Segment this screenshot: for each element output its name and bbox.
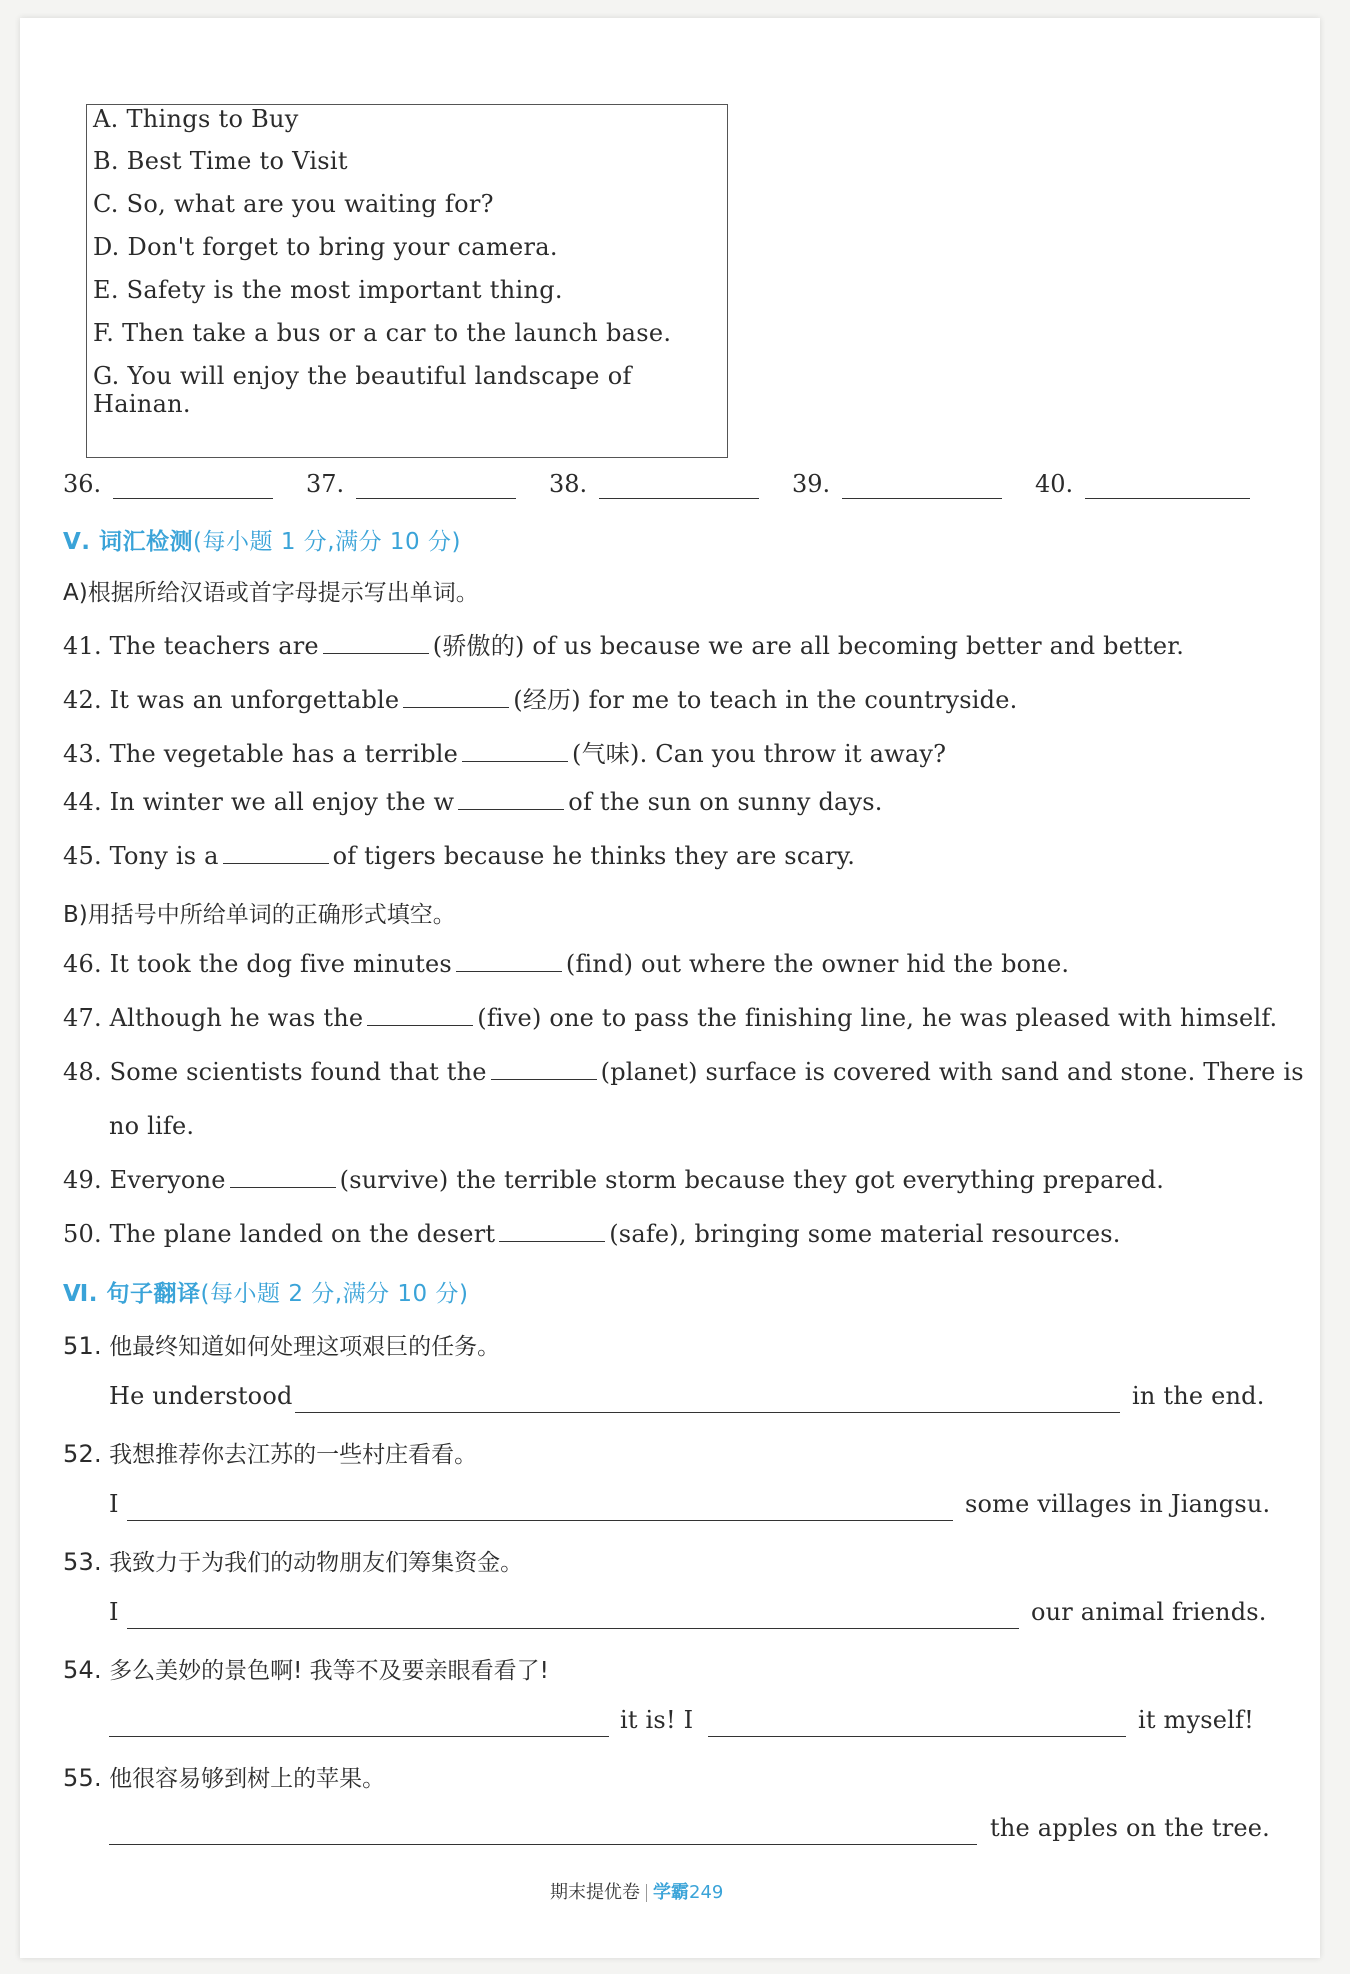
question-text: (气味). Can you throw it away? — [572, 740, 947, 768]
translation-blank-55[interactable] — [109, 1844, 977, 1845]
answer-end: in the end. — [1132, 1382, 1265, 1410]
question-text: of the sun on sunny days. — [568, 788, 883, 816]
question-48-continuation: no life. — [109, 1112, 195, 1140]
option-f: F. Then take a bus or a car to the launch base. — [93, 319, 672, 347]
translation-blank-52[interactable] — [127, 1520, 953, 1521]
question-number: 43. — [63, 740, 102, 768]
translation-blank-53[interactable] — [127, 1628, 1019, 1629]
question-53-prompt — [63, 1544, 523, 1577]
chinese-sentence: 他最终知道如何处理这项艰巨的任务。 — [109, 1334, 501, 1360]
question-number: 49. — [63, 1166, 102, 1194]
question-text: (find) out where the owner hid the bone. — [565, 950, 1070, 978]
option-e: E. Safety is the most important thing. — [93, 276, 563, 304]
answer-blank-40[interactable] — [1085, 498, 1250, 499]
question-number: 42. — [63, 686, 102, 714]
fill-blank-44[interactable] — [458, 789, 564, 810]
question-54-prompt — [63, 1652, 549, 1685]
fill-blank-48[interactable] — [491, 1059, 597, 1080]
question-number: 44. — [63, 788, 102, 816]
option-b: B. Best Time to Visit — [93, 147, 348, 175]
question-51-prompt — [63, 1328, 500, 1361]
part-a-instruction: A)根据所给汉语或首字母提示写出单词。 — [63, 580, 479, 606]
question-text: The plane landed on the desert — [109, 1220, 496, 1248]
question-text: Some scientists found that the — [109, 1058, 487, 1086]
answer-start: I — [109, 1490, 119, 1518]
question-text: of tigers because he thinks they are scary. — [332, 842, 856, 870]
answer-blank-36[interactable] — [113, 498, 273, 499]
question-text: (planet) surface is covered with sand and stone. There is — [600, 1058, 1304, 1086]
question-text: It was an unforgettable — [109, 686, 400, 714]
part-b-instruction: B)用括号中所给单词的正确形式填空。 — [63, 902, 456, 928]
question-text: (safe), bringing some material resources. — [609, 1220, 1121, 1248]
section-5-points: (每小题 1 分,满分 10 分) — [193, 529, 461, 555]
fill-blank-47[interactable] — [367, 1005, 473, 1026]
question-text: (survive) the terrible storm because they got everything prepared. — [339, 1166, 1165, 1194]
question-49 — [63, 1166, 1164, 1194]
question-text: The vegetable has a terrible — [109, 740, 459, 768]
fill-blank-45[interactable] — [223, 843, 329, 864]
question-text: It took the dog five minutes — [109, 950, 452, 978]
question-55-prompt — [63, 1760, 385, 1793]
question-text: In winter we all enjoy the w — [109, 788, 455, 816]
question-48 — [63, 1058, 1304, 1086]
question-number: 45. — [63, 842, 102, 870]
fill-blank-41[interactable] — [323, 633, 429, 654]
question-text: (经历) for me to teach in the countryside. — [513, 686, 1018, 714]
question-45 — [63, 842, 855, 870]
question-44 — [63, 788, 883, 816]
question-text: The teachers are — [109, 632, 319, 660]
chinese-sentence: 我想推荐你去江苏的一些村庄看看。 — [109, 1442, 478, 1468]
question-42 — [63, 680, 1017, 715]
question-number: 52. — [63, 1440, 102, 1468]
question-41 — [63, 626, 1184, 661]
answer-number-36: 36. — [63, 470, 102, 498]
answer-start: I — [109, 1598, 119, 1626]
option-a: A. Things to Buy — [93, 105, 299, 133]
question-number: 48. — [63, 1058, 102, 1086]
footer-label: 期末提优卷 — [550, 1882, 640, 1903]
answer-number-40: 40. — [1035, 470, 1074, 498]
question-number: 41. — [63, 632, 102, 660]
page-number: 249 — [689, 1882, 724, 1903]
fill-blank-50[interactable] — [499, 1221, 605, 1242]
question-number: 54. — [63, 1656, 102, 1684]
answer-end: it myself! — [1138, 1706, 1254, 1734]
translation-blank-54b[interactable] — [708, 1736, 1126, 1737]
question-52-prompt — [63, 1436, 477, 1469]
answer-end: our animal friends. — [1031, 1598, 1267, 1626]
translation-blank-51[interactable] — [295, 1412, 1120, 1413]
question-number: 50. — [63, 1220, 102, 1248]
chinese-sentence: 他很容易够到树上的苹果。 — [109, 1766, 386, 1792]
question-number: 51. — [63, 1332, 102, 1360]
exam-page — [20, 18, 1320, 1958]
section-5-heading — [63, 523, 461, 556]
answer-end: some villages in Jiangsu. — [965, 1490, 1271, 1518]
question-number: 47. — [63, 1004, 102, 1032]
fill-blank-49[interactable] — [230, 1167, 336, 1188]
page-footer — [550, 1878, 723, 1904]
section-5-title: Ⅴ. 词汇检测 — [63, 529, 194, 555]
options-box — [86, 104, 728, 458]
question-46 — [63, 950, 1069, 978]
answer-blank-37[interactable] — [356, 498, 516, 499]
answer-end: the apples on the tree. — [990, 1814, 1271, 1842]
question-43 — [63, 734, 946, 769]
option-g: G. You will enjoy the beautiful landscape of Hainan. — [93, 362, 632, 418]
question-47 — [63, 1004, 1277, 1032]
question-text: (骄傲的) of us because we are all becoming better and better. — [432, 632, 1185, 660]
answer-number-38: 38. — [549, 470, 588, 498]
answer-middle: it is! I — [620, 1706, 694, 1734]
answer-number-37: 37. — [306, 470, 345, 498]
chinese-sentence: 多么美妙的景色啊! 我等不及要亲眼看看了! — [109, 1658, 549, 1684]
question-50 — [63, 1220, 1121, 1248]
question-number: 53. — [63, 1548, 102, 1576]
option-c: C. So, what are you waiting for? — [93, 190, 494, 218]
fill-blank-42[interactable] — [403, 687, 509, 708]
question-number: 55. — [63, 1764, 102, 1792]
section-6-title: Ⅵ. 句子翻译 — [63, 1281, 201, 1307]
question-text: Although he was the — [109, 1004, 364, 1032]
question-number: 46. — [63, 950, 102, 978]
answer-number-39: 39. — [792, 470, 831, 498]
question-text: Tony is a — [109, 842, 219, 870]
fill-blank-46[interactable] — [456, 951, 562, 972]
question-text: (five) one to pass the finishing line, he was pleased with himself. — [477, 1004, 1278, 1032]
footer-divider — [646, 1884, 647, 1902]
section-6-heading — [63, 1275, 468, 1308]
question-text: Everyone — [109, 1166, 226, 1194]
answer-blank-39[interactable] — [842, 498, 1002, 499]
translation-blank-54a[interactable] — [109, 1736, 609, 1737]
answer-blank-38[interactable] — [599, 498, 759, 499]
fill-blank-43[interactable] — [462, 741, 568, 762]
section-6-points: (每小题 2 分,满分 10 分) — [200, 1281, 469, 1307]
footer-brand: 学霸 — [653, 1882, 689, 1903]
answer-start: He understood — [109, 1382, 293, 1410]
option-d: D. Don't forget to bring your camera. — [93, 233, 558, 261]
chinese-sentence: 我致力于为我们的动物朋友们筹集资金。 — [109, 1550, 524, 1576]
